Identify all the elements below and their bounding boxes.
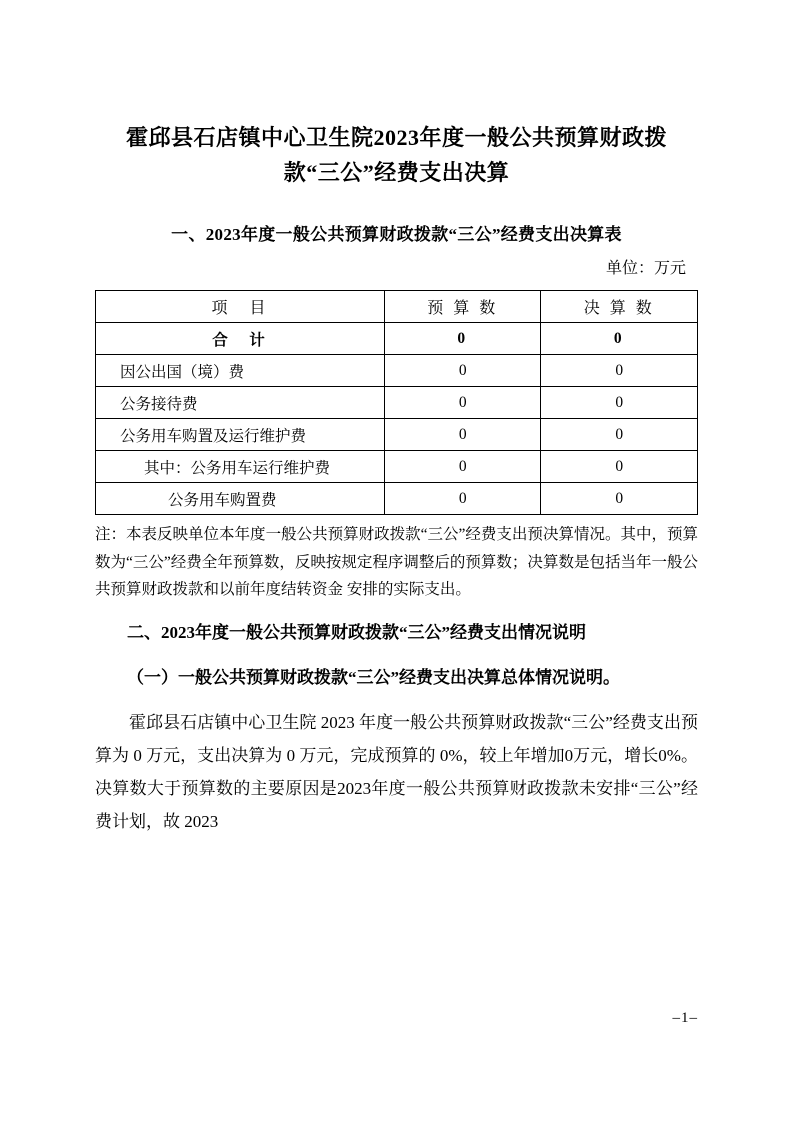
- table-row: [96, 451, 698, 483]
- table-row: [96, 419, 698, 451]
- body-paragraph: 霍邱县石店镇中心卫生院 2023 年度一般公共预算财政拨款“三公”经费支出预算为 0 万元，支出决算为 0 万元，完成预算的 0%，较上年增加0万元，增长0%。决算数大于预算数的主要原因是2023年度一般公共预算财政拨款未安排“三公”经费计划，故 2023: [95, 712, 698, 832]
- row-label: 公务用车购置及运行维护费: [96, 419, 385, 451]
- page-number: –1–: [672, 1010, 698, 1026]
- page-title: 霍邱县石店镇中心卫生院2023年度一般公共预算财政拨款“三公”经费支出决算: [125, 125, 667, 186]
- row-label: 合 计: [96, 323, 385, 355]
- table-row: [96, 323, 698, 355]
- row-budget-value: 0: [384, 323, 541, 355]
- column-header-item: 项 目: [96, 291, 385, 323]
- row-final-value: 0: [541, 451, 698, 483]
- row-budget-value: 0: [384, 451, 541, 483]
- table-row: [96, 483, 698, 515]
- section-heading-one: 一、2023年度一般公共预算财政拨款“三公”经费支出决算表: [171, 225, 622, 245]
- row-label: 因公出国（境）费: [96, 355, 385, 387]
- budget-table: [95, 290, 698, 515]
- row-final-value: 0: [541, 323, 698, 355]
- section-subheading-one: （一）一般公共预算财政拨款“三公”经费支出决算总体情况说明。: [127, 668, 620, 688]
- row-final-value: 0: [541, 483, 698, 515]
- row-budget-value: 0: [384, 355, 541, 387]
- row-final-value: 0: [541, 355, 698, 387]
- row-final-value: 0: [541, 419, 698, 451]
- row-label: 公务用车购置费: [96, 483, 385, 515]
- row-budget-value: 0: [384, 387, 541, 419]
- table-header-row: [96, 291, 698, 323]
- section-heading-two: 二、2023年度一般公共预算财政拨款“三公”经费支出情况说明: [127, 622, 586, 642]
- row-final-value: 0: [541, 387, 698, 419]
- row-label: 其中：公务用车运行维护费: [96, 451, 385, 483]
- column-header-final: 决 算 数: [541, 291, 698, 323]
- row-label: 公务接待费: [96, 387, 385, 419]
- unit-label: 单位：万元: [605, 260, 686, 278]
- column-header-budget: 预 算 数: [384, 291, 541, 323]
- table-row: [96, 355, 698, 387]
- table-note: 注：本表反映单位本年度一般公共预算财政拨款“三公”经费支出预决算情况。其中，预算数为“三公”经费全年预算数，反映按规定程序调整后的预算数；决算数是包括当年一般公共预算财政拨款和以前年度结转资金 安排的实际支出。: [95, 526, 698, 598]
- table-row: [96, 387, 698, 419]
- row-budget-value: 0: [384, 483, 541, 515]
- row-budget-value: 0: [384, 419, 541, 451]
